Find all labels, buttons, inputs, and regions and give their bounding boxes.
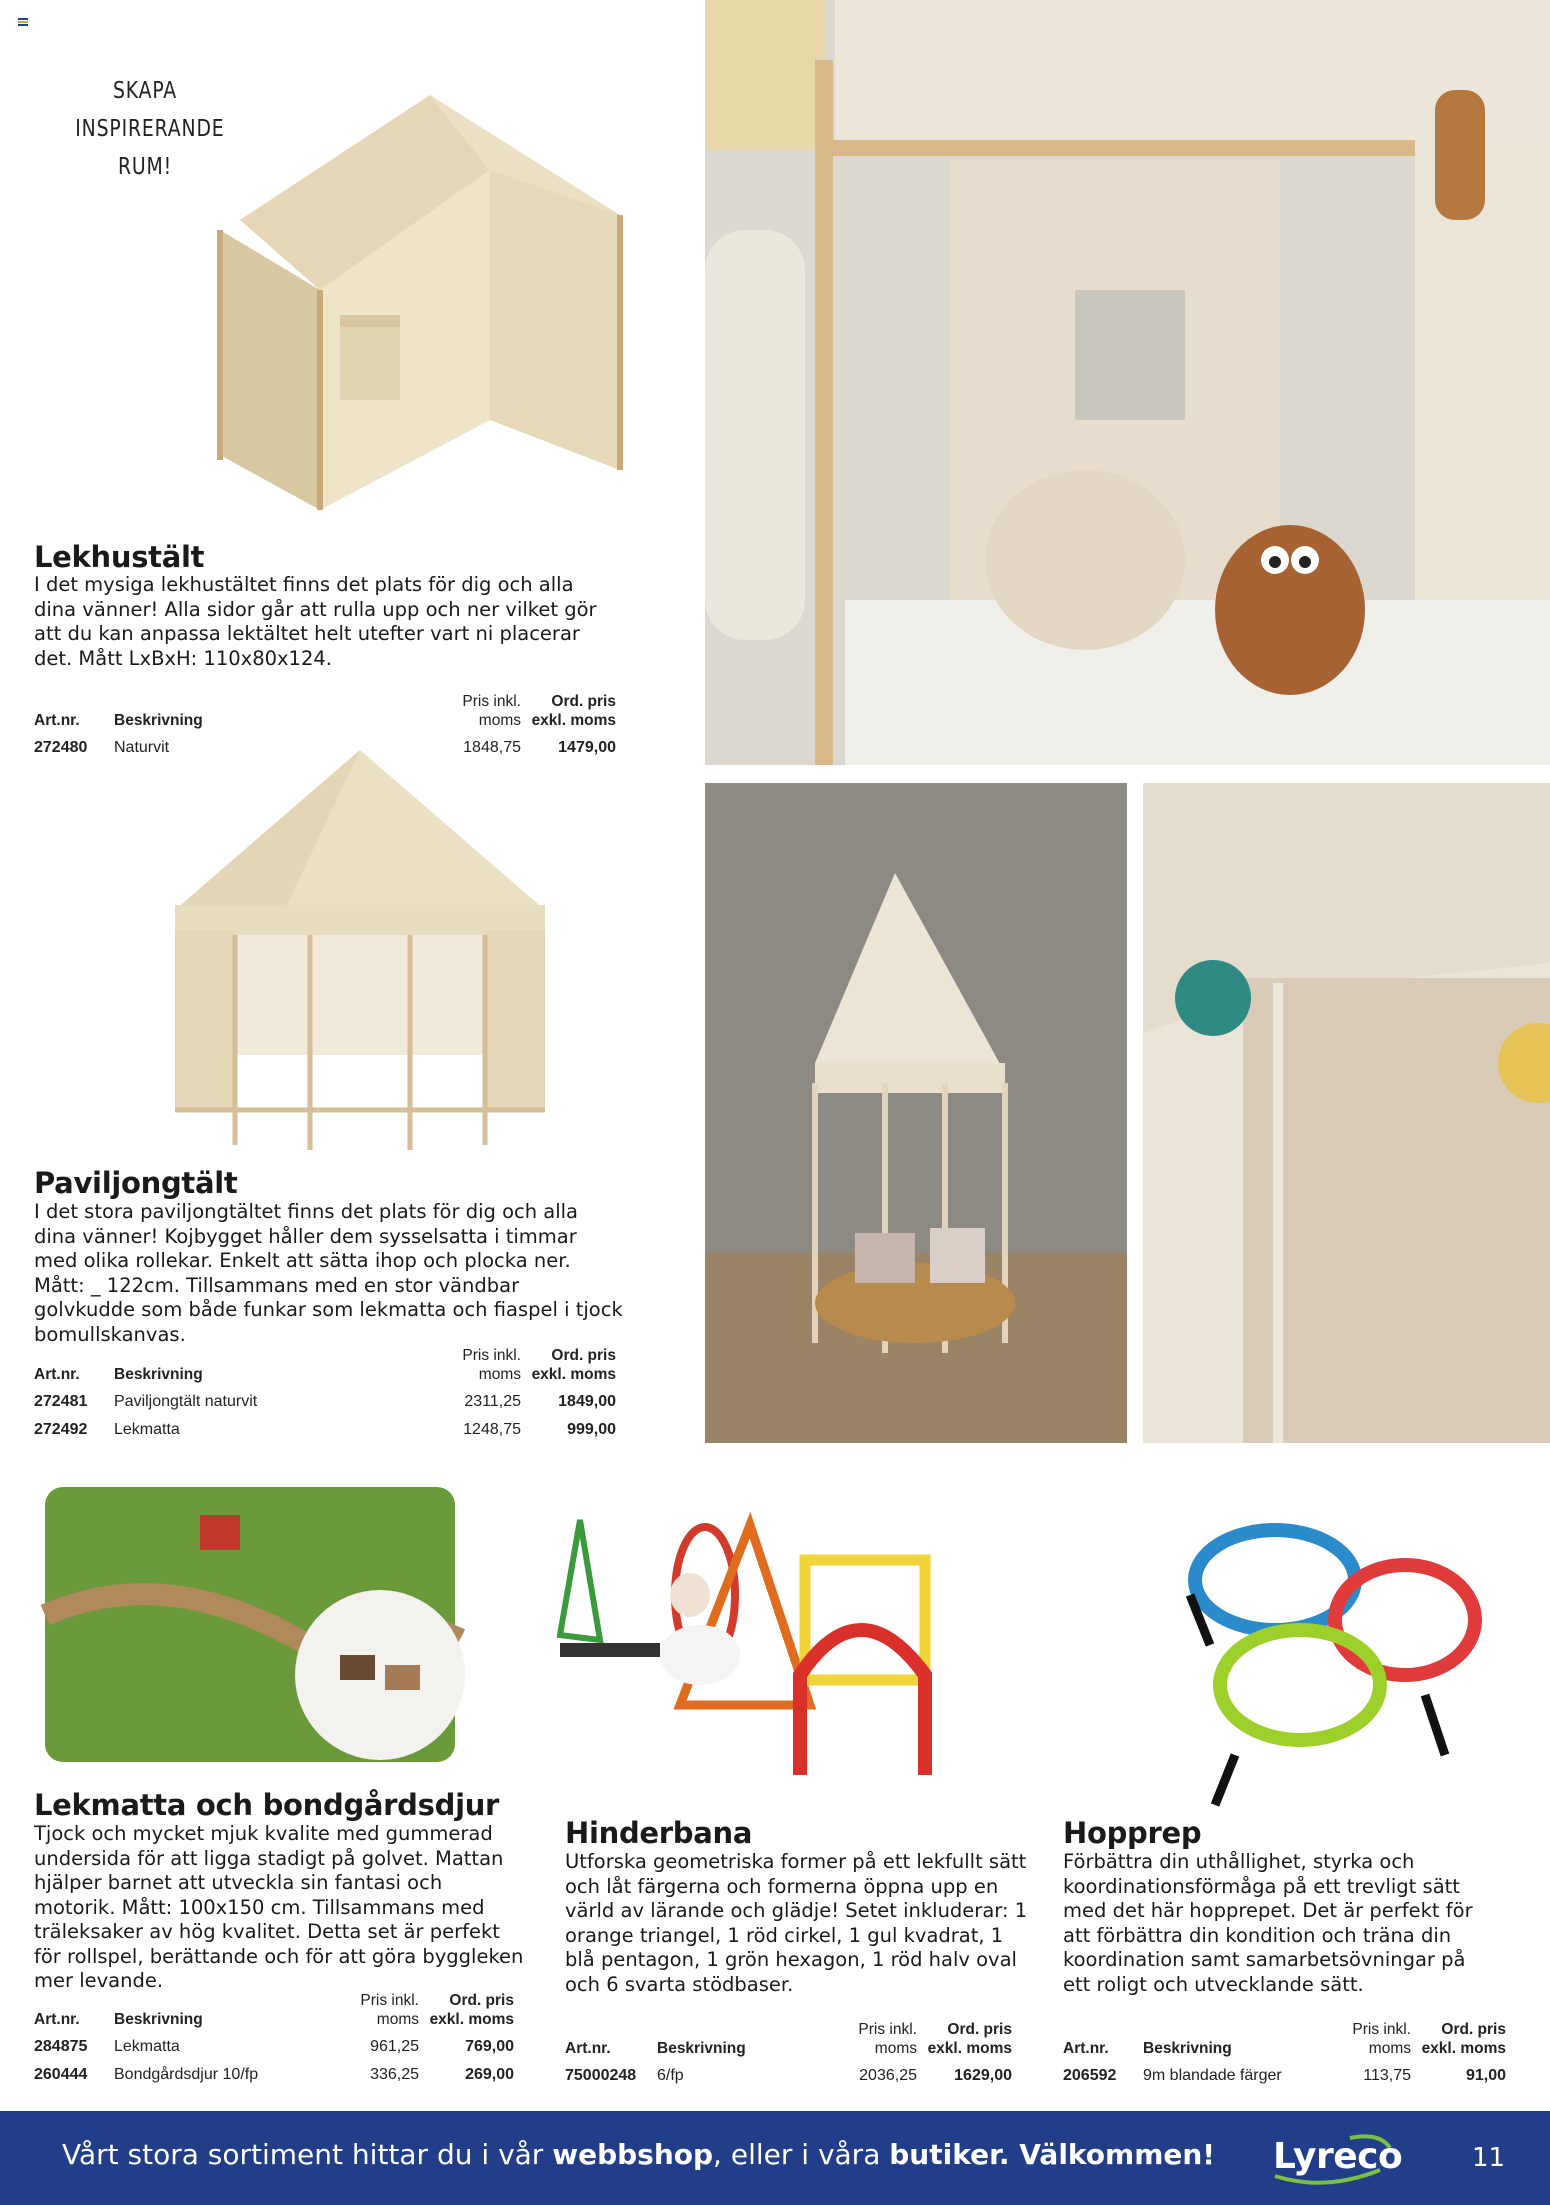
hopprep-product-image	[1175, 1505, 1495, 1815]
paviljongtalt-lifestyle-photo	[705, 783, 1127, 1443]
price-table	[34, 1346, 616, 1444]
paviljongtalt-detail-photo	[1143, 783, 1550, 1443]
price-ord: 769,00	[465, 2038, 514, 2055]
hinderbana-product-image	[540, 1505, 1020, 1805]
col-art-header: Art.nr.	[565, 2040, 611, 2057]
art-number: 284875	[34, 2038, 88, 2055]
price-ord: 1629,00	[954, 2067, 1012, 2084]
col-desc-header: Beskrivning	[657, 2040, 746, 2057]
row-description: Naturvit	[114, 739, 170, 756]
price-incl: 961,25	[370, 2038, 419, 2055]
col-price-incl-header: Pris inkl. moms	[462, 693, 521, 729]
row-description: Bondgårdsdjur 10/fp	[114, 2066, 259, 2083]
webbshop-link[interactable]: webbshop	[552, 2138, 714, 2171]
price-ord: 1849,00	[558, 1393, 616, 1410]
lekhustalt-product-image	[190, 90, 670, 520]
table-header-row	[34, 692, 616, 734]
col-price-ord-header: Ord. pris exkl. moms	[927, 2021, 1012, 2057]
art-number: 75000248	[565, 2067, 637, 2084]
table-header-row	[34, 1346, 616, 1388]
lekmatta-product-image	[40, 1475, 510, 1775]
col-art-header: Art.nr.	[34, 1366, 80, 1383]
col-price-ord-header: Ord. pris exkl. moms	[531, 693, 616, 729]
price-table	[34, 1991, 514, 2089]
col-desc-header: Beskrivning	[1143, 2040, 1232, 2057]
price-ord: 999,00	[567, 1421, 616, 1438]
price-incl: 336,25	[370, 2066, 419, 2083]
col-art-header: Art.nr.	[34, 712, 80, 729]
row-description: Lekmatta	[114, 1421, 180, 1438]
table-header-row	[34, 1991, 514, 2033]
col-price-incl-header: Pris inkl. moms	[858, 2021, 917, 2057]
lekhustalt-lifestyle-photo	[705, 0, 1550, 765]
price-ord: 269,00	[465, 2066, 514, 2083]
row-description: 6/fp	[657, 2067, 684, 2084]
price-incl: 1848,75	[463, 739, 521, 756]
page-number: 11	[1472, 2143, 1506, 2173]
price-incl: 2311,25	[464, 1393, 521, 1410]
art-number: 272480	[34, 739, 88, 756]
product-title: Hopprep	[1063, 1816, 1202, 1850]
product-title: Lekhustält	[34, 540, 205, 574]
table-row	[565, 2062, 1012, 2090]
col-price-incl-header: Pris inkl. moms	[462, 1347, 521, 1383]
col-price-incl-header: Pris inkl. moms	[1352, 2021, 1411, 2057]
price-table	[565, 2020, 1012, 2090]
price-ord: 91,00	[1465, 2067, 1506, 2084]
product-description: I det mysiga lekhustältet finns det plats för dig och alla dina vänner! Alla sidor går att rulla upp och ner vilket gör att du kan anpassa lektältet helt utefter vart ni placerar det. Mått LxBxH: 110x80x124.	[34, 573, 597, 670]
footer-text: Vårt stora sortiment hittar du i vår webbshop, eller i våra butiker. Välkommen!	[62, 2138, 1216, 2171]
price-incl: 2036,25	[859, 2067, 917, 2084]
row-description: 9m blandade färger	[1143, 2067, 1282, 2084]
table-row	[34, 2061, 514, 2089]
col-price-ord-header: Ord. pris exkl. moms	[1421, 2021, 1506, 2057]
table-row	[34, 2033, 514, 2061]
table-row	[34, 1416, 616, 1444]
art-number: 260444	[34, 2066, 88, 2083]
col-desc-header: Beskrivning	[114, 712, 203, 729]
product-description: Utforska geometriska former på ett lekfullt sätt och låt färgerna och formerna öppna upp en värld av lärande och glädje! Setet inkluderar: 1 orange triangel, 1 röd cirkel, 1 gul kvadrat, 1 blå pentagon, 1 grön hexagon, 1 röd halv oval och 6 svarta stödbaser.	[565, 1850, 1028, 1996]
table-row	[34, 1388, 616, 1416]
product-description: Förbättra din uthållighet, styrka och koordinationsförmåga på ett trevligt sätt med det här hopprepet. Det är perfekt för att förbättra din kondition och träna din koordination samt samarbetsövningar på ett roligt och utvecklande sätt.	[1063, 1850, 1473, 1996]
price-incl: 113,75	[1363, 2067, 1411, 2084]
row-description: Paviljongtält naturvit	[114, 1393, 258, 1410]
butiker-link[interactable]: butiker	[889, 2138, 999, 2171]
col-art-header: Art.nr.	[1063, 2040, 1109, 2057]
col-desc-header: Beskrivning	[114, 1366, 203, 1383]
paviljongtalt-product-image	[160, 745, 560, 1155]
col-price-incl-header: Pris inkl. moms	[360, 1992, 419, 2028]
product-title: Lekmatta och bondgårdsdjur	[34, 1788, 500, 1822]
col-price-ord-header: Ord. pris exkl. moms	[429, 1992, 514, 2028]
price-ord: 1479,00	[558, 739, 616, 756]
product-description: Tjock och mycket mjuk kvalite med gummerad undersida för att ligga stadigt på golvet. Mattan hjälper barnet att utveckla sin fantasi och motorik. Mått: 100x150 cm. Tillsammans med träleksaker av hög kvalitet. Detta set är perfekt för rollspel, berättande och för att göra byggleken mer levande.	[34, 1822, 524, 1992]
promo-text: SKAPA INSPIRERANDE RUM!	[75, 78, 225, 180]
table-row	[1063, 2062, 1506, 2090]
flag-icon	[18, 18, 28, 26]
col-art-header: Art.nr.	[34, 2011, 80, 2028]
product-description: I det stora paviljongtältet finns det plats för dig och alla dina vänner! Kojbygget håller dem sysselsatta i timmar med olika rollekar. Enkelt att sätta ihop och plocka ner. Mått: _ 122cm. Tillsammans med en stor vändbar golvkudde som både funkar som lekmatta och fiaspel i tjock bomullskanvas.	[34, 1200, 623, 1346]
col-desc-header: Beskrivning	[114, 2011, 203, 2028]
lyreco-logo-text: Lyreco	[1273, 2136, 1403, 2177]
table-header-row	[565, 2020, 1012, 2062]
art-number: 206592	[1063, 2067, 1117, 2084]
price-table	[1063, 2020, 1506, 2090]
product-title: Paviljongtält	[34, 1166, 238, 1200]
table-header-row	[1063, 2020, 1506, 2062]
art-number: 272481	[34, 1393, 88, 1410]
col-price-ord-header: Ord. pris exkl. moms	[531, 1347, 616, 1383]
art-number: 272492	[34, 1421, 88, 1438]
product-title: Hinderbana	[565, 1816, 753, 1850]
price-incl: 1248,75	[463, 1421, 521, 1438]
row-description: Lekmatta	[114, 2038, 180, 2055]
